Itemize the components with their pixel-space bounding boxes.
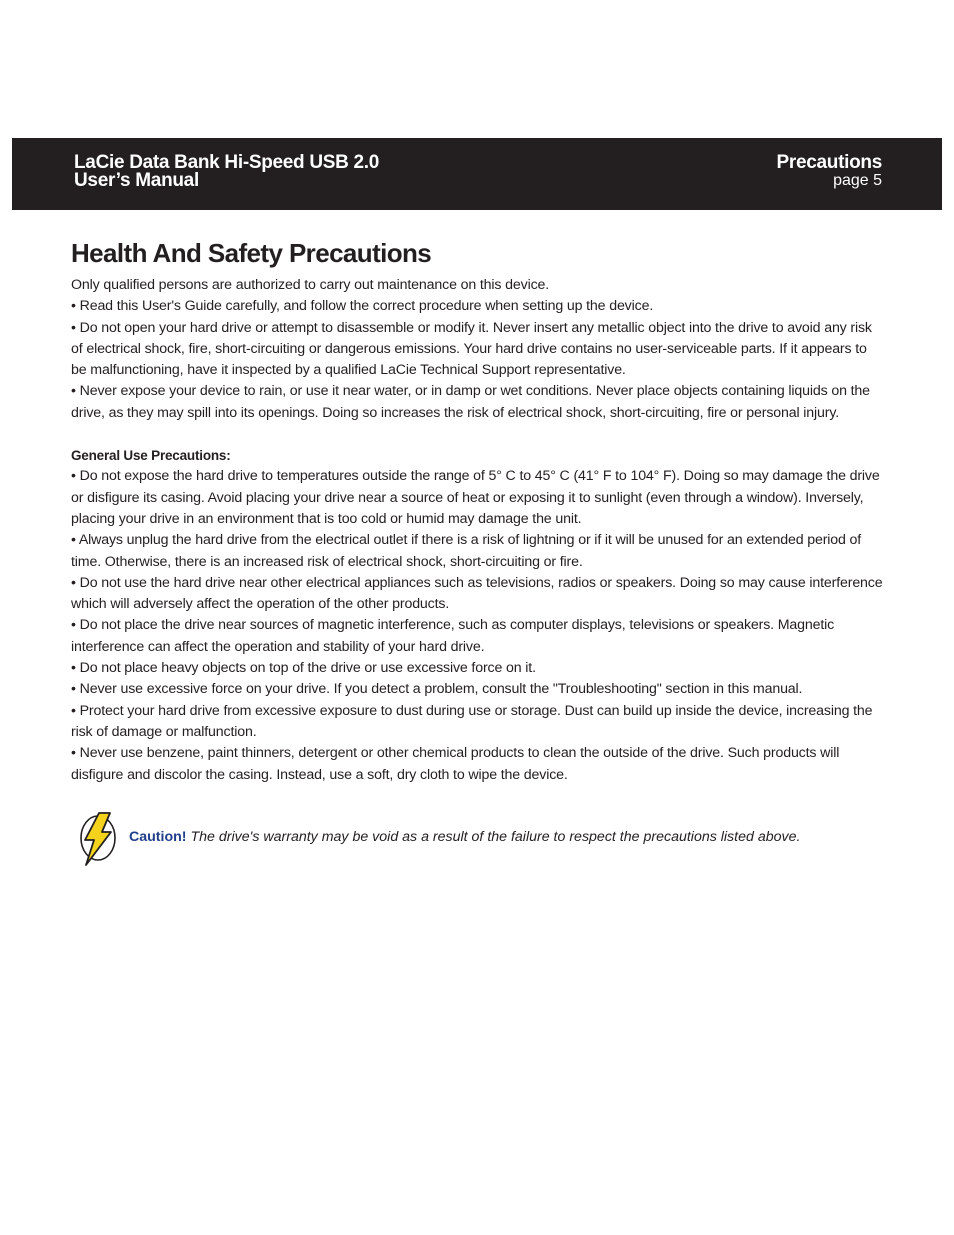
caution-label: Caution! (129, 829, 187, 845)
general-heading: General Use Precautions: (71, 448, 231, 464)
page-number: page 5 (833, 172, 882, 189)
section-title: Precautions (776, 152, 882, 173)
general-item: • Protect your hard drive from excessive exposure to dust during use or storage. Dust can build up inside the device, increasing the risk of damage or malfunction. (71, 702, 873, 740)
header-left (74, 154, 379, 190)
lightning-bolt-icon (77, 810, 123, 868)
caution-text (129, 827, 800, 848)
page-header (12, 138, 942, 210)
intro-text: Only qualified persons are authorized to carry out maintenance on this device. (71, 277, 550, 293)
caution-note (77, 810, 897, 870)
section-spacer (71, 424, 885, 445)
main-content (71, 236, 885, 786)
safety-item: • Never expose your device to rain, or use it near water, or in damp or wet conditions. Never place objects containing liquids on the drive, as they may spill into its openings. Doing so increases the risk of electrical shock, short-circuiting, fire or personal injury. (71, 383, 870, 421)
general-item: • Never use benzene, paint thinners, detergent or other chemical products to clean the outside of the drive. Such products will disfigure and discolor the casing. Instead, use a soft, dry cloth to wipe the device. (71, 745, 840, 783)
general-item: • Never use excessive force on your drive. If you detect a problem, consult the "Troubleshooting" section in this manual. (71, 681, 803, 698)
general-item: • Do not expose the hard drive to temperatures outside the range of 5° C to 45° C (41° F to 104° F). Doing so may damage the drive or disfigure its casing. Avoid placing your drive near a source of heat or exposing it to sunlight (even through a window). Inversely, placing your drive in an environment that is too cold or humid may damage the unit. (71, 468, 880, 527)
header-right (777, 154, 882, 190)
caution-body: The drive's warranty may be void as a result of the failure to respect the precautions listed above. (190, 829, 801, 845)
page-title: Health And Safety Precautions (71, 238, 432, 268)
general-item: • Do not use the hard drive near other electrical appliances such as televisions, radios or speakers. Doing so may cause interference which will adversely affect the operation of the other products. (71, 574, 883, 613)
manual-name: User’s Manual (74, 170, 199, 191)
general-item: • Do not place the drive near sources of magnetic interference, such as computer displays, televisions or speakers. Magnetic interference can affect the operation and stability of your hard drive. (71, 617, 835, 655)
general-item: • Do not place heavy objects on top of the drive or use excessive force on it. (71, 660, 536, 677)
safety-item: • Do not open your hard drive or attempt to disassemble or modify it. Never insert any metallic object into the drive to avoid any risk of electrical shock, fire, short-circuiting or dangerous emissions. Your hard drive contains no user-serviceable parts. If it appears to be malfunctioning, have it inspected by a qualified LaCie Technical Support representative. (71, 319, 872, 379)
safety-item: • Read this User's Guide carefully, and follow the correct procedure when setting up the device. (71, 298, 654, 315)
general-item: • Always unplug the hard drive from the electrical outlet if there is a risk of lightning or if it will be unused for an extended period of time. Otherwise, there is an increased risk of electrical shock, short-circuiting or fire. (71, 532, 862, 570)
product-name: LaCie Data Bank Hi-Speed USB 2.0 (74, 152, 380, 173)
